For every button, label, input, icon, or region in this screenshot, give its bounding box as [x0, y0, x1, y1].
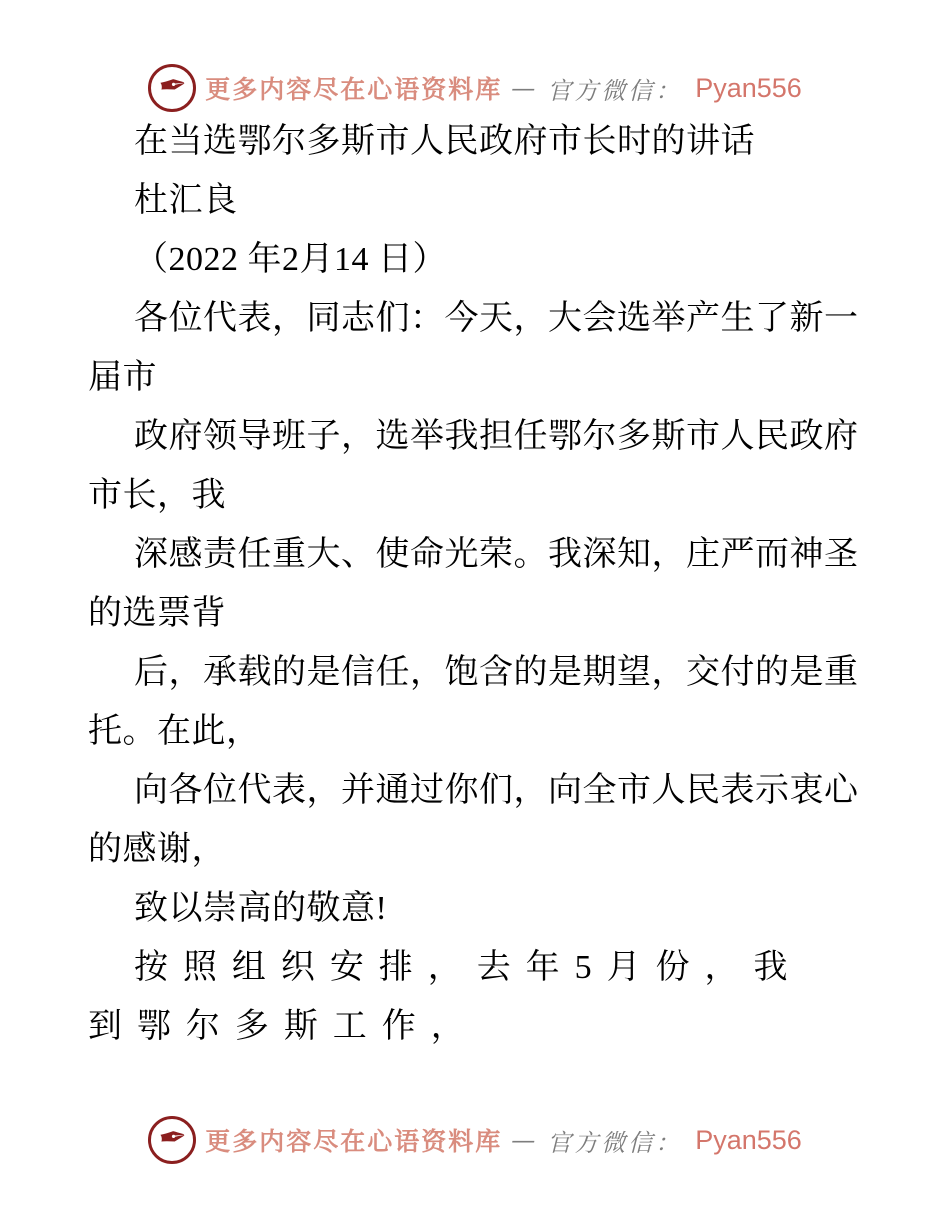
text-line: 托。在此， — [88, 713, 261, 750]
footer-brandbar — [0, 1116, 950, 1164]
text-line: 到鄂尔多斯工作， — [88, 1008, 480, 1045]
header-brandbar — [0, 64, 950, 112]
document-title: 在当选鄂尔多斯市人民政府市长时的讲话 — [134, 123, 755, 160]
text-line: 的感谢， — [88, 831, 226, 868]
text-line: 深感责任重大、使命光荣。我深知，庄严而神圣 — [134, 536, 859, 573]
text-line: 后，承载的是信任，饱含的是期望，交付的是重 — [134, 654, 859, 691]
brand-logo — [148, 64, 196, 112]
text-line: 致以崇高的敬意! — [134, 890, 388, 927]
text-line: 的选票背 — [88, 595, 226, 632]
document-content — [88, 112, 863, 1056]
wechat-label: 官方微信： — [547, 1128, 683, 1157]
text-line: 届市 — [88, 359, 157, 396]
brand-logo — [148, 1116, 196, 1164]
text-line: 市长，我 — [88, 477, 226, 514]
text-line: 政府领导班子，选举我担任鄂尔多斯市人民政府 — [134, 418, 859, 455]
text-line: 向各位代表，并通过你们，向全市人民表示衷心 — [134, 772, 859, 809]
wechat-id: Pyan556 — [695, 72, 802, 103]
author-name: 杜汇良 — [134, 182, 238, 219]
text-line: 各位代表，同志们：今天，大会选举产生了新一 — [134, 300, 859, 337]
wechat-id: Pyan556 — [695, 1124, 802, 1155]
wechat-label: 官方微信： — [547, 76, 683, 105]
text-line: 按照组织安排，去年5月份，我 — [134, 949, 803, 986]
pen-nib-icon: ✒ — [156, 1116, 190, 1160]
brand-slogan: 更多内容尽在心语资料库 — [205, 77, 503, 104]
date-line: （2022 年2月14 日） — [134, 241, 447, 278]
brand-dash: — — [511, 1126, 539, 1154]
brand-dash: — — [511, 74, 539, 102]
brand-slogan: 更多内容尽在心语资料库 — [205, 1129, 503, 1156]
pen-nib-icon: ✒ — [156, 64, 190, 108]
